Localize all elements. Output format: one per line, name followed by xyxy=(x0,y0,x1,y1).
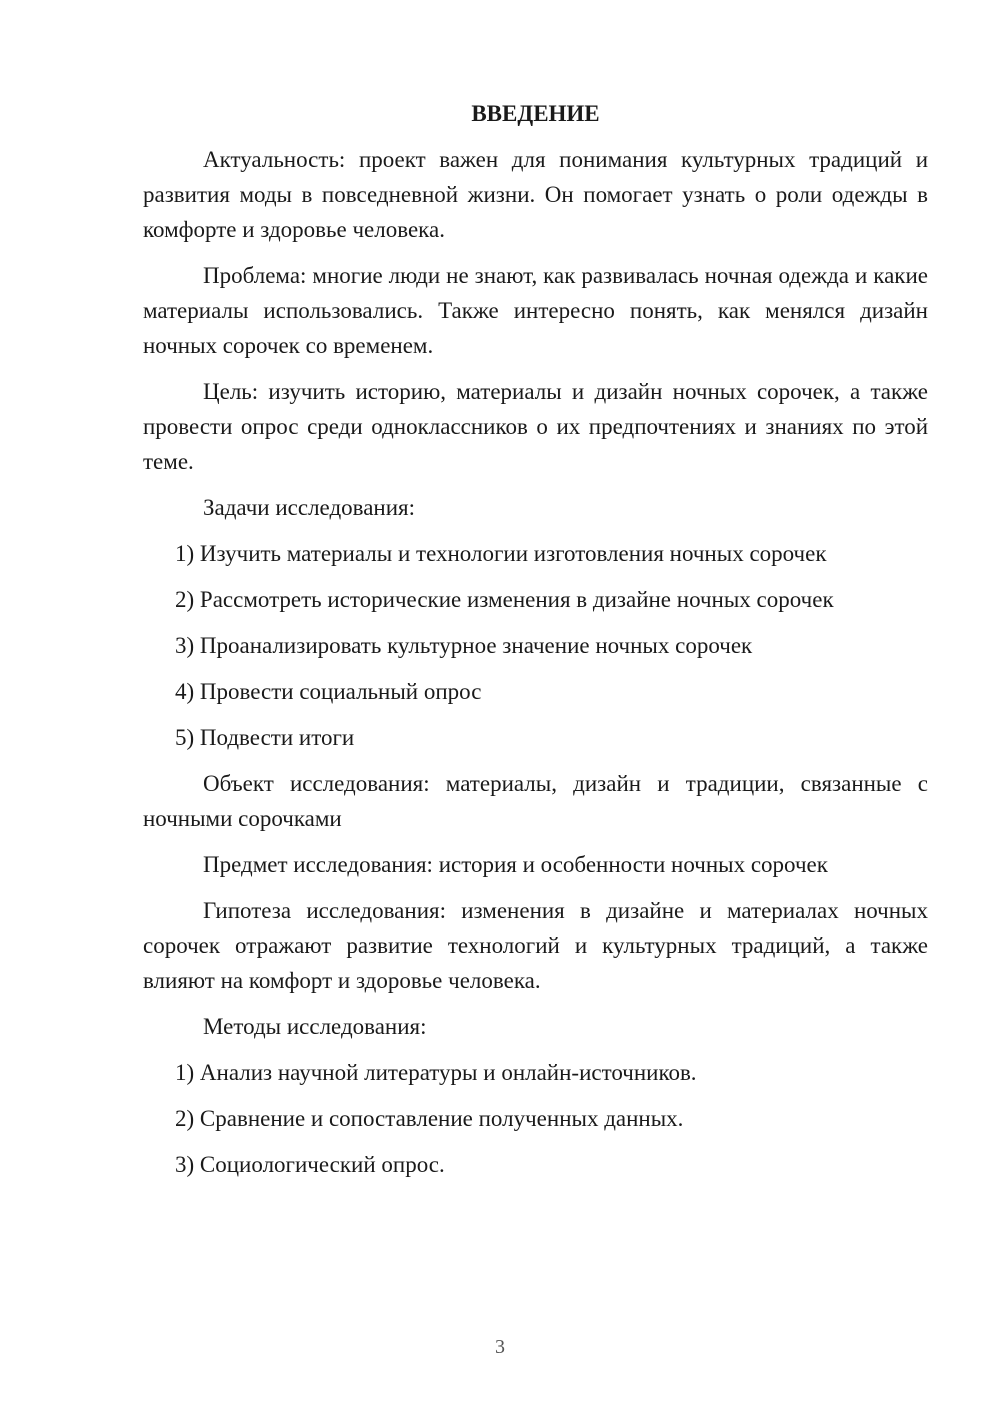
goal-paragraph: Цель: изучить историю, материалы и дизайн ночных сорочек, а также провести опрос среди одноклассников о их предпочтениях и знаниях по этой теме. xyxy=(143,379,928,474)
methods-list xyxy=(143,1055,928,1182)
hypothesis-paragraph: Гипотеза исследования: изменения в дизайне и материалах ночных сорочек отражают развитие технологий и культурных традиций, а также влияют на комфорт и здоровье человека. xyxy=(143,898,928,993)
list-item: 1) Анализ научной литературы и онлайн-источников. xyxy=(175,1060,697,1085)
tasks-heading: Задачи исследования: xyxy=(203,495,416,520)
subject-paragraph: Предмет исследования: история и особенности ночных сорочек xyxy=(203,852,828,877)
object-paragraph: Объект исследования: материалы, дизайн и традиции, связанные с ночными сорочками xyxy=(143,771,928,831)
page-content xyxy=(143,96,928,1193)
list-item: 2) Рассмотреть исторические изменения в дизайне ночных сорочек xyxy=(175,587,834,612)
list-item: 1) Изучить материалы и технологии изготовления ночных сорочек xyxy=(175,541,827,566)
problem-paragraph: Проблема: многие люди не знают, как развивалась ночная одежда и какие материалы использовались. Также интересно понять, как менялся дизайн ночных сорочек со временем. xyxy=(143,263,928,358)
page-number: 3 xyxy=(495,1336,505,1358)
list-item: 3) Проанализировать культурное значение ночных сорочек xyxy=(175,633,753,658)
list-item: 3) Социологический опрос. xyxy=(175,1152,445,1177)
methods-heading: Методы исследования: xyxy=(203,1014,427,1039)
list-item: 2) Сравнение и сопоставление полученных данных. xyxy=(175,1106,684,1131)
list-item: 4) Провести социальный опрос xyxy=(175,679,482,704)
section-title: ВВЕДЕНИЕ xyxy=(471,101,600,126)
list-item: 5) Подвести итоги xyxy=(175,725,355,750)
tasks-list xyxy=(143,536,928,755)
relevance-paragraph: Актуальность: проект важен для понимания культурных традиций и развития моды в повседневной жизни. Он помогает узнать о роли одежды в комфорте и здоровье человека. xyxy=(143,147,928,242)
